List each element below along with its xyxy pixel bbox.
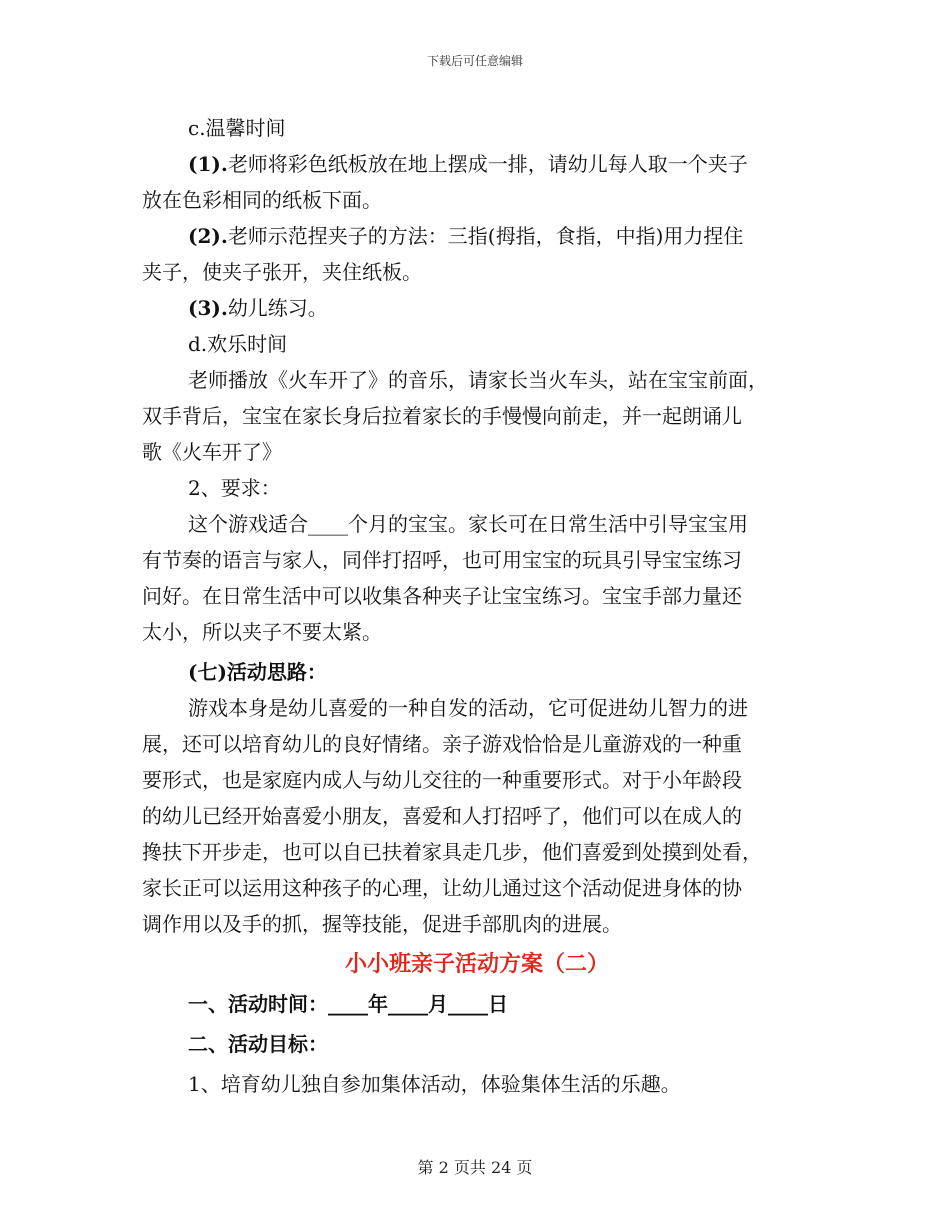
activity-idea-line-4: 的幼儿已经开始喜爱小朋友，喜爱和人打招呼了，他们可以在成人的 [142, 804, 742, 828]
activity-goal-1: 1、培育幼儿独自参加集体活动，体验集体生活的乐趣。 [188, 1072, 681, 1096]
activity-time-line: 一、活动时间：____年____月____日 [188, 992, 508, 1016]
step-1-paragraph [142, 146, 812, 182]
d-line-1: 老师播放《火车开了》的音乐，请家长当火车头，站在宝宝前面， [188, 368, 768, 392]
step-2-line-2: 夹子，使夹子张开，夹住纸板。 [142, 260, 422, 284]
activity-idea-heading: (七)活动思路： [188, 660, 327, 684]
heading-d: d.欢乐时间 [188, 332, 288, 356]
activity-idea-line-5: 搀扶下开步走，也可以自已扶着家具走几步，他们喜爱到处摸到处看， [142, 840, 762, 864]
page-number-footer: 第 2 页共 24 页 [417, 1158, 533, 1177]
step-2-number: (2). [188, 224, 228, 248]
step-3-paragraph [142, 290, 812, 326]
page-header-note: 下载后可任意编辑 [426, 54, 523, 68]
requirements-line-2: 有节奏的语言与家人，同伴打招呼，也可用宝宝的玩具引导宝宝练习 [142, 548, 742, 572]
requirements-heading: 2、要求： [188, 476, 281, 500]
activity-idea-line-7: 调作用以及手的抓，握等技能，促进手部肌肉的进展。 [142, 912, 622, 936]
step-2-line-1: 老师示范捏夹子的方法：三指(拇指，食指，中指)用力捏住 [227, 224, 744, 248]
heading-c: c.温馨时间 [188, 116, 286, 140]
section-title: 小小班亲子活动方案（二） [344, 951, 609, 977]
requirements-line-1: 这个游戏适合____个月的宝宝。家长可在日常生活中引导宝宝用 [188, 512, 748, 536]
activity-idea-line-3: 要形式，也是家庭内成人与幼儿交往的一种重要形式。对于小年龄段 [142, 768, 742, 792]
activity-goal-heading: 二、活动目标： [188, 1032, 328, 1056]
document-body [142, 110, 812, 1102]
step-1-line-1: 老师将彩色纸板放在地上摆成一排，请幼儿每人取一个夹子 [227, 152, 748, 176]
step-1-number: (1). [188, 152, 228, 176]
requirements-line-4: 太小，所以夹子不要太紧。 [142, 620, 382, 644]
step-2-paragraph [142, 218, 812, 254]
step-3-text: 幼儿练习。 [227, 296, 328, 320]
activity-idea-line-1: 游戏本身是幼儿喜爱的一种自发的活动，它可促进幼儿智力的进 [188, 696, 748, 720]
step-1-line-2: 放在色彩相同的纸板下面。 [142, 188, 382, 212]
requirements-line-3: 问好。在日常生活中可以收集各种夹子让宝宝练习。宝宝手部力量还 [142, 584, 742, 608]
activity-idea-line-6: 家长正可以运用这种孩子的心理，让幼儿通过这个活动促进身体的协 [142, 876, 742, 900]
activity-idea-line-2: 展，还可以培育幼儿的良好情绪。亲子游戏恰恰是儿童游戏的一种重 [142, 732, 742, 756]
step-3-number: (3). [188, 296, 228, 320]
d-line-2: 双手背后，宝宝在家长身后拉着家长的手慢慢向前走，并一起朗诵儿 [142, 404, 742, 428]
d-line-3: 歌《火车开了》 [142, 440, 282, 464]
